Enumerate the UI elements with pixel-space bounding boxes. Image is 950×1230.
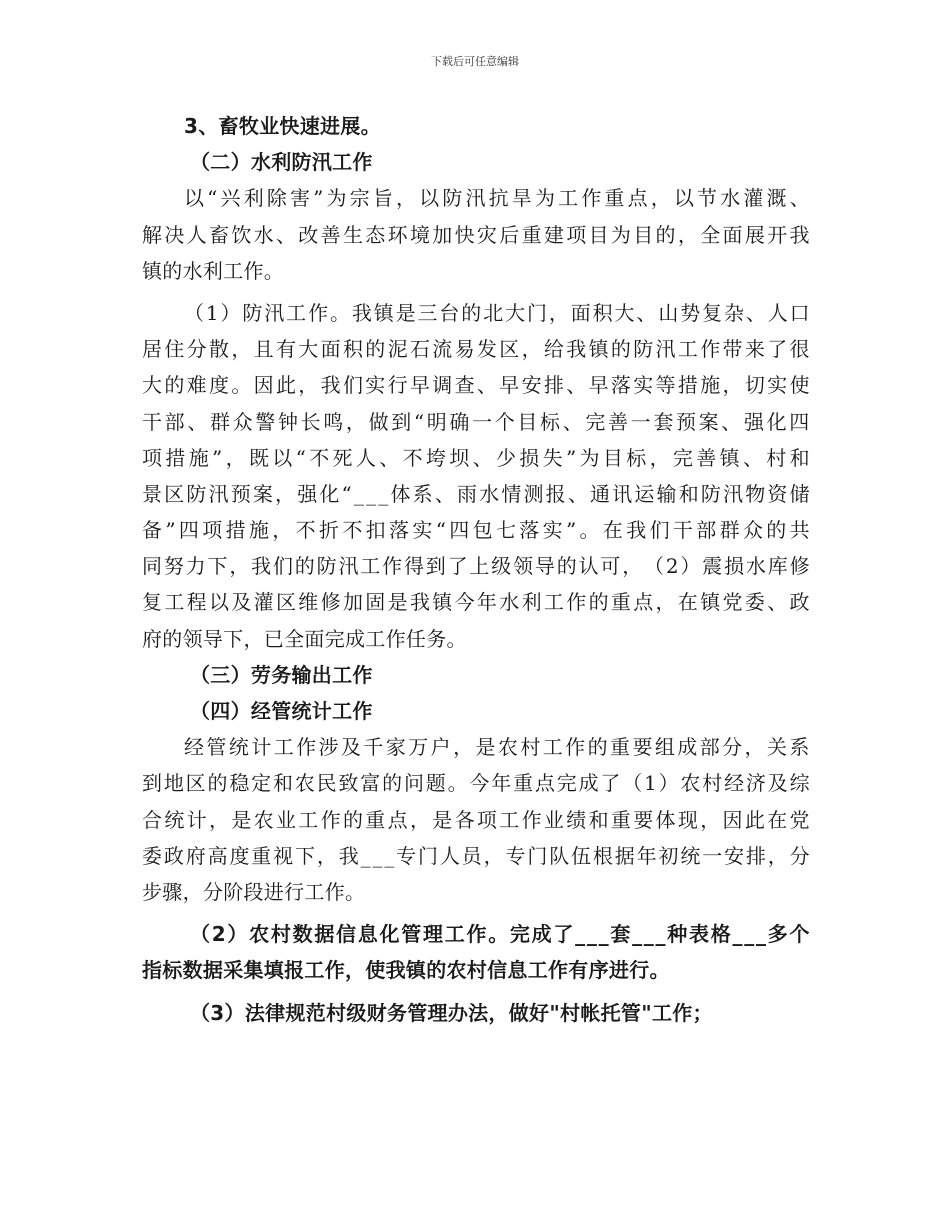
text-line-16: （三）劳务输出工作 (190, 662, 373, 687)
text-line-11: 景 区 防 汛 预 案 ， 强 化 “ _ _ _ 体 系 、 雨 水 情 测 报 、 通 讯 运 输 和 防 汛 物 资 储 (142, 481, 810, 506)
text-line-23: （ 2 ） 农 村 数 据 信 息 化 管 理 工 作 。 完 成 了 _ _ _ 套 _ _ _ 种 表 格 _ _ _ 多 个 (190, 922, 810, 947)
text-line-15: 府的领导下，已全面完成工作任务。 (142, 626, 467, 651)
text-line-1: 3、畜牧业快速进展。 (184, 114, 381, 138)
page-header: 下载后可任意编辑 (431, 55, 519, 68)
text-line-3: 以 “ 兴 利 除 害 ” 为 宗 旨 ， 以 防 汛 抗 旱 为 工 作 重 点 ， 以 节 水 灌 溉 、 (184, 186, 810, 211)
text-line-4: 解 决 人 畜 饮 水 、 改 善 生 态 环 境 加 快 灾 后 重 建 项 目 为 目 的 ， 全 面 展 开 我 (142, 222, 810, 247)
text-line-9: 干 部 、 群 众 警 钟 长 鸣 ， 做 到 “ 明 确 一 个 目 标 、 完 善 一 套 预 案 、 强 化 四 (142, 409, 810, 434)
text-line-13: 同 努 力 下 ， 我 们 的 防 汛 工 作 得 到 了 上 级 领 导 的 认 可 ， （ 2 ） 震 损 水 库 修 (142, 554, 810, 579)
text-line-22: 步骤，分阶段进行工作。 (142, 879, 366, 904)
text-line-17: （四）经管统计工作 (190, 699, 373, 723)
text-line-2: （二）水利防汛工作 (190, 150, 373, 175)
text-line-10: 项 措 施 ” ， 既 以 “ 不 死 人 、 不 垮 坝 、 少 损 失 ” 为 目 标 ， 完 善 镇 、 村 和 (142, 445, 810, 470)
text-line-14: 复 工 程 以 及 灌 区 维 修 加 固 是 我 镇 今 年 水 利 工 作 的 重 点 ， 在 镇 党 委 、 政 (142, 590, 810, 615)
text-line-12: 备 ” 四 项 措 施 ， 不 折 不 扣 落 实 “ 四 包 七 落 实 ” 。 在 我 们 干 部 群 众 的 共 (142, 518, 810, 543)
text-line-5: 镇的水利工作。 (142, 258, 285, 283)
text-line-6: （ 1 ） 防 汛 工 作 。 我 镇 是 三 台 的 北 大 门 ， 面 积 大 、 山 势 复 杂 、 人 口 (184, 300, 810, 325)
text-line-20: 合 统 计 ， 是 农 业 工 作 的 重 点 ， 是 各 项 工 作 业 绩 和 重 要 体 现 ， 因 此 在 党 (142, 807, 810, 832)
text-line-7: 居 住 分 散 ， 且 有 大 面 积 的 泥 石 流 易 发 区 ， 给 我 镇 的 防 汛 工 作 带 来 了 很 (142, 337, 810, 362)
text-line-24: 指标数据采集填报工作，使我镇的农村信息工作有序进行。 (142, 958, 670, 983)
text-line-18: 经 管 统 计 工 作 涉 及 千 家 万 户 ， 是 农 村 工 作 的 重 要 组 成 部 分 ， 关 系 (184, 735, 810, 760)
text-line-19: 到 地 区 的 稳 定 和 农 民 致 富 的 问 题 。 今 年 重 点 完 成 了 （ 1 ） 农 村 经 济 及 综 (142, 771, 810, 796)
text-line-8: 大 的 难 度 。 因 此 ， 我 们 实 行 早 调 查 、 早 安 排 、 早 落 实 等 措 施 ， 切 实 使 (142, 373, 810, 398)
document-body (142, 108, 810, 1031)
text-line-25: （3）法律规范村级财务管理办法，做好"村帐托管"工作； (190, 1000, 713, 1025)
text-line-21: 委 政 府 高 度 重 视 下 ， 我 _ _ _ 专 门 人 员 ， 专 门 队 伍 根 据 年 初 统 一 安 排 ， 分 (142, 843, 810, 868)
